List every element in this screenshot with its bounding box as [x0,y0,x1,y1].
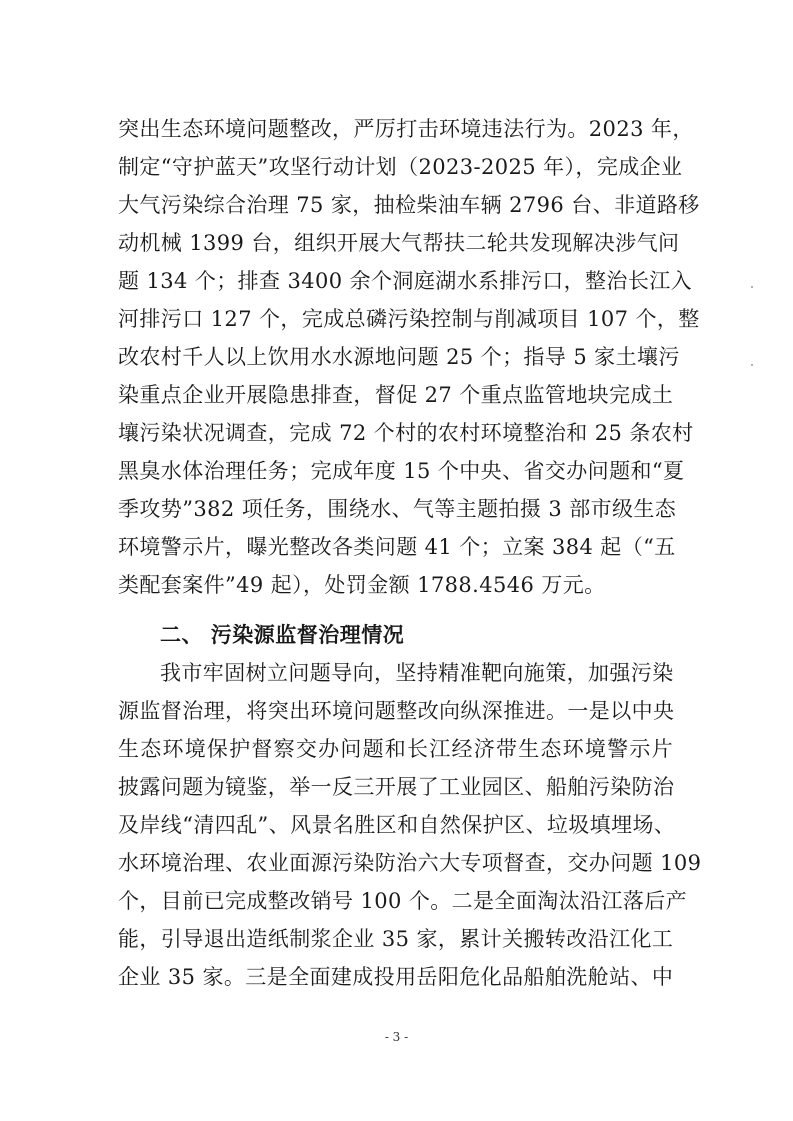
paragraph-line: 企业 35 家。三是全面建成投用岳阳危化品船舶洗舱站、中 [118,965,674,989]
paragraph-line: 能，引导退出造纸制浆企业 35 家，累计关搬转改沿江化工 [118,927,674,951]
paragraph-line: 改农村千人以上饮用水水源地问题 25 个；指导 5 家土壤污 [118,345,680,369]
paragraph-line: 生态环境保护督察交办问题和长江经济带生态环境警示片 [118,737,673,761]
paragraph-line: 大气污染综合治理 75 家，抽检柴油车辆 2796 台、非道路移 [118,193,700,217]
paragraph-line: 我市牢固树立问题导向，坚持精准靶向施策，加强污染 [160,661,674,685]
paragraph-line: 动机械 1399 台，组织开展大气帮扶二轮共发现解决涉气问 [118,231,680,255]
paragraph-line: 个，目前已完成整改销号 100 个。二是全面淘汰沿江落后产 [118,889,688,913]
paragraph-line: 及岸线“清四乱”、风景名胜区和自然保护区、垃圾填埋场、 [118,813,676,837]
paragraph-line: 染重点企业开展隐患排查，督促 27 个重点监管地块完成土 [118,383,674,407]
paragraph-line: 壤污染状况调查，完成 72 个村的农村环境整治和 25 条农村 [118,421,694,445]
paragraph-line: 环境警示片，曝光整改各类问题 41 个；立案 384 起（“五 [118,535,676,559]
scan-mark [751,286,753,288]
paragraph-line: 突出生态环境问题整改，严厉打击环境违法行为。2023 年， [118,117,694,141]
paragraph-line: 水环境治理、农业面源污染防治六大专项督查，交办问题 109 [118,851,702,875]
paragraph-line: 源监督治理，将突出环境问题整改向纵深推进。一是以中央 [118,699,675,723]
paragraph-line: 季攻势”382 项任务，围绕水、气等主题拍摄 3 部市级生态 [118,497,677,521]
paragraph-line: 类配套案件”49 起），处罚金额 1788.4546 万元。 [118,573,606,597]
paragraph-line: 河排污口 127 个，完成总磷污染控制与削减项目 107 个，整 [118,307,700,331]
paragraph-line: 题 134 个；排查 3400 余个洞庭湖水系排污口，整治长江入 [118,269,693,293]
scan-mark [751,364,753,366]
section-heading: 二、 污染源监督治理情况 [160,623,405,647]
paragraph-line: 披露问题为镜鉴，举一反三开展了工业园区、船舶污染防治 [118,775,675,799]
paragraph-line: 制定“守护蓝天”攻坚行动计划（2023-2025 年），完成企业 [118,155,683,179]
page-number: - 3 - [384,1030,409,1044]
paragraph-line: 黑臭水体治理任务；完成年度 15 个中央、省交办问题和“夏 [118,459,685,483]
